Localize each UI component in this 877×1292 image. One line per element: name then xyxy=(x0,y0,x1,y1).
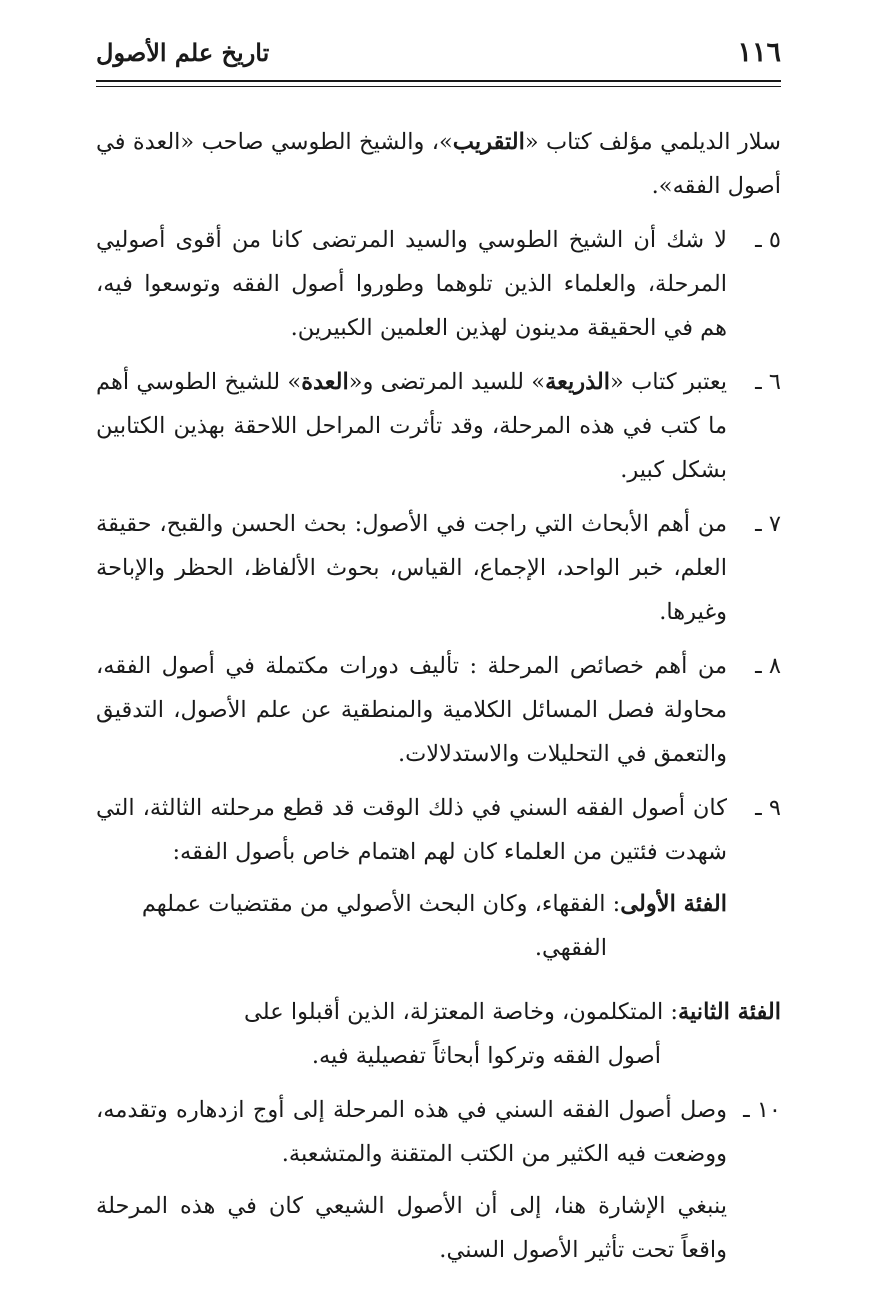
intro-paragraph xyxy=(96,120,781,208)
header-rule-thick xyxy=(96,80,781,82)
page-header xyxy=(96,30,781,74)
list-item-8 xyxy=(96,644,781,776)
item6-bold-1: الذريعة xyxy=(545,369,611,395)
item-text: من أهم الأبحاث التي راجت في الأصول: بحث الحسن والقبح، حقيقة العلم، خبر الواحد، الإجماع، القياس، بحوث الألفاظ، الحظر والإباحة وغيرها. xyxy=(96,511,727,625)
category-first-text-cont: الفقهي. xyxy=(534,935,607,961)
category-second-text: : المتكلمون، وخاصة المعتزلة، الذين أقبلوا على xyxy=(244,999,678,1025)
item10-note: ينبغي الإشارة هنا، إلى أن الأصول الشيعي كان في هذه المرحلة واقعاً تحت تأثير الأصول السني. xyxy=(96,1193,727,1263)
item6-text-2: » للسيد المرتضى و« xyxy=(348,369,546,395)
page-body xyxy=(96,120,781,1292)
running-title: تاريخ علم الأصول xyxy=(96,37,270,67)
category-second-text-cont: أصول الفقه وتركوا أبحاثاً تفصيلية فيه. xyxy=(311,1043,661,1069)
item6-text-1: يعتبر كتاب « xyxy=(610,369,728,395)
item-text xyxy=(96,360,727,492)
item-number: ٧ ـ xyxy=(755,511,781,537)
list-item-10 xyxy=(96,1088,781,1282)
item-text: لا شك أن الشيخ الطوسي والسيد المرتضى كانا من أقوى أصوليي المرحلة، والعلماء الذين تلوهما وطوروا أصول الفقه وتوسعوا فيه، هم في الحقيقة مدينون لهذين العلمين الكبيرين. xyxy=(96,227,727,341)
list-item-9 xyxy=(96,786,781,980)
header-rule-thin xyxy=(96,86,781,87)
item10-text: وصل أصول الفقه السني في هذه المرحلة إلى أوج ازدهاره وتقدمه، ووضعت فيه الكثير من الكتب المتقنة والمتشعبة. xyxy=(96,1097,727,1167)
item-text xyxy=(96,1088,727,1282)
list-item-7 xyxy=(96,502,781,634)
category-second xyxy=(96,990,781,1078)
category-second-label: الفئة الثانية xyxy=(677,999,781,1025)
category-first-label: الفئة الأولى xyxy=(620,891,727,917)
list-item-5 xyxy=(96,218,781,350)
item-text xyxy=(96,786,727,980)
item9-text: كان أصول الفقه السني في ذلك الوقت قد قطع مرحلته الثالثة، التي شهدت فئتين من العلماء كان لهم اهتمام خاص بأصول الفقه: xyxy=(96,795,727,865)
item-number: ٥ ـ xyxy=(755,227,781,253)
item-number: ٦ ـ xyxy=(755,369,781,395)
category-first-text: : الفقهاء، وكان البحث الأصولي من مقتضيات عملهم xyxy=(141,891,621,917)
page-number: ١١٦ xyxy=(737,36,781,68)
item-number: ١٠ ـ xyxy=(743,1097,781,1123)
intro-text-1: سلار الديلمي مؤلف كتاب « xyxy=(524,129,781,155)
item6-text-3: » للشيخ الطوسي أهم ما كتب في هذه المرحلة، وقد تأثرت المراحل اللاحقة بهذين الكتابين بشكل كبير. xyxy=(96,369,727,483)
intro-text-2: »، والشيخ الطوسي صاحب «العدة في أصول الفقه». xyxy=(96,129,781,199)
item-number: ٨ ـ xyxy=(755,653,781,679)
item-number: ٩ ـ xyxy=(755,795,781,821)
item6-bold-2: العدة xyxy=(301,369,349,395)
list-item-6 xyxy=(96,360,781,492)
intro-bold-title: التقريب xyxy=(452,129,525,155)
item-text: من أهم خصائص المرحلة : تأليف دورات مكتملة في أصول الفقه، محاولة فصل المسائل الكلامية والمنطقية عن علم الأصول، التدقيق والتعمق في التحليلات والاستدلالات. xyxy=(96,653,727,767)
category-first xyxy=(96,882,727,970)
